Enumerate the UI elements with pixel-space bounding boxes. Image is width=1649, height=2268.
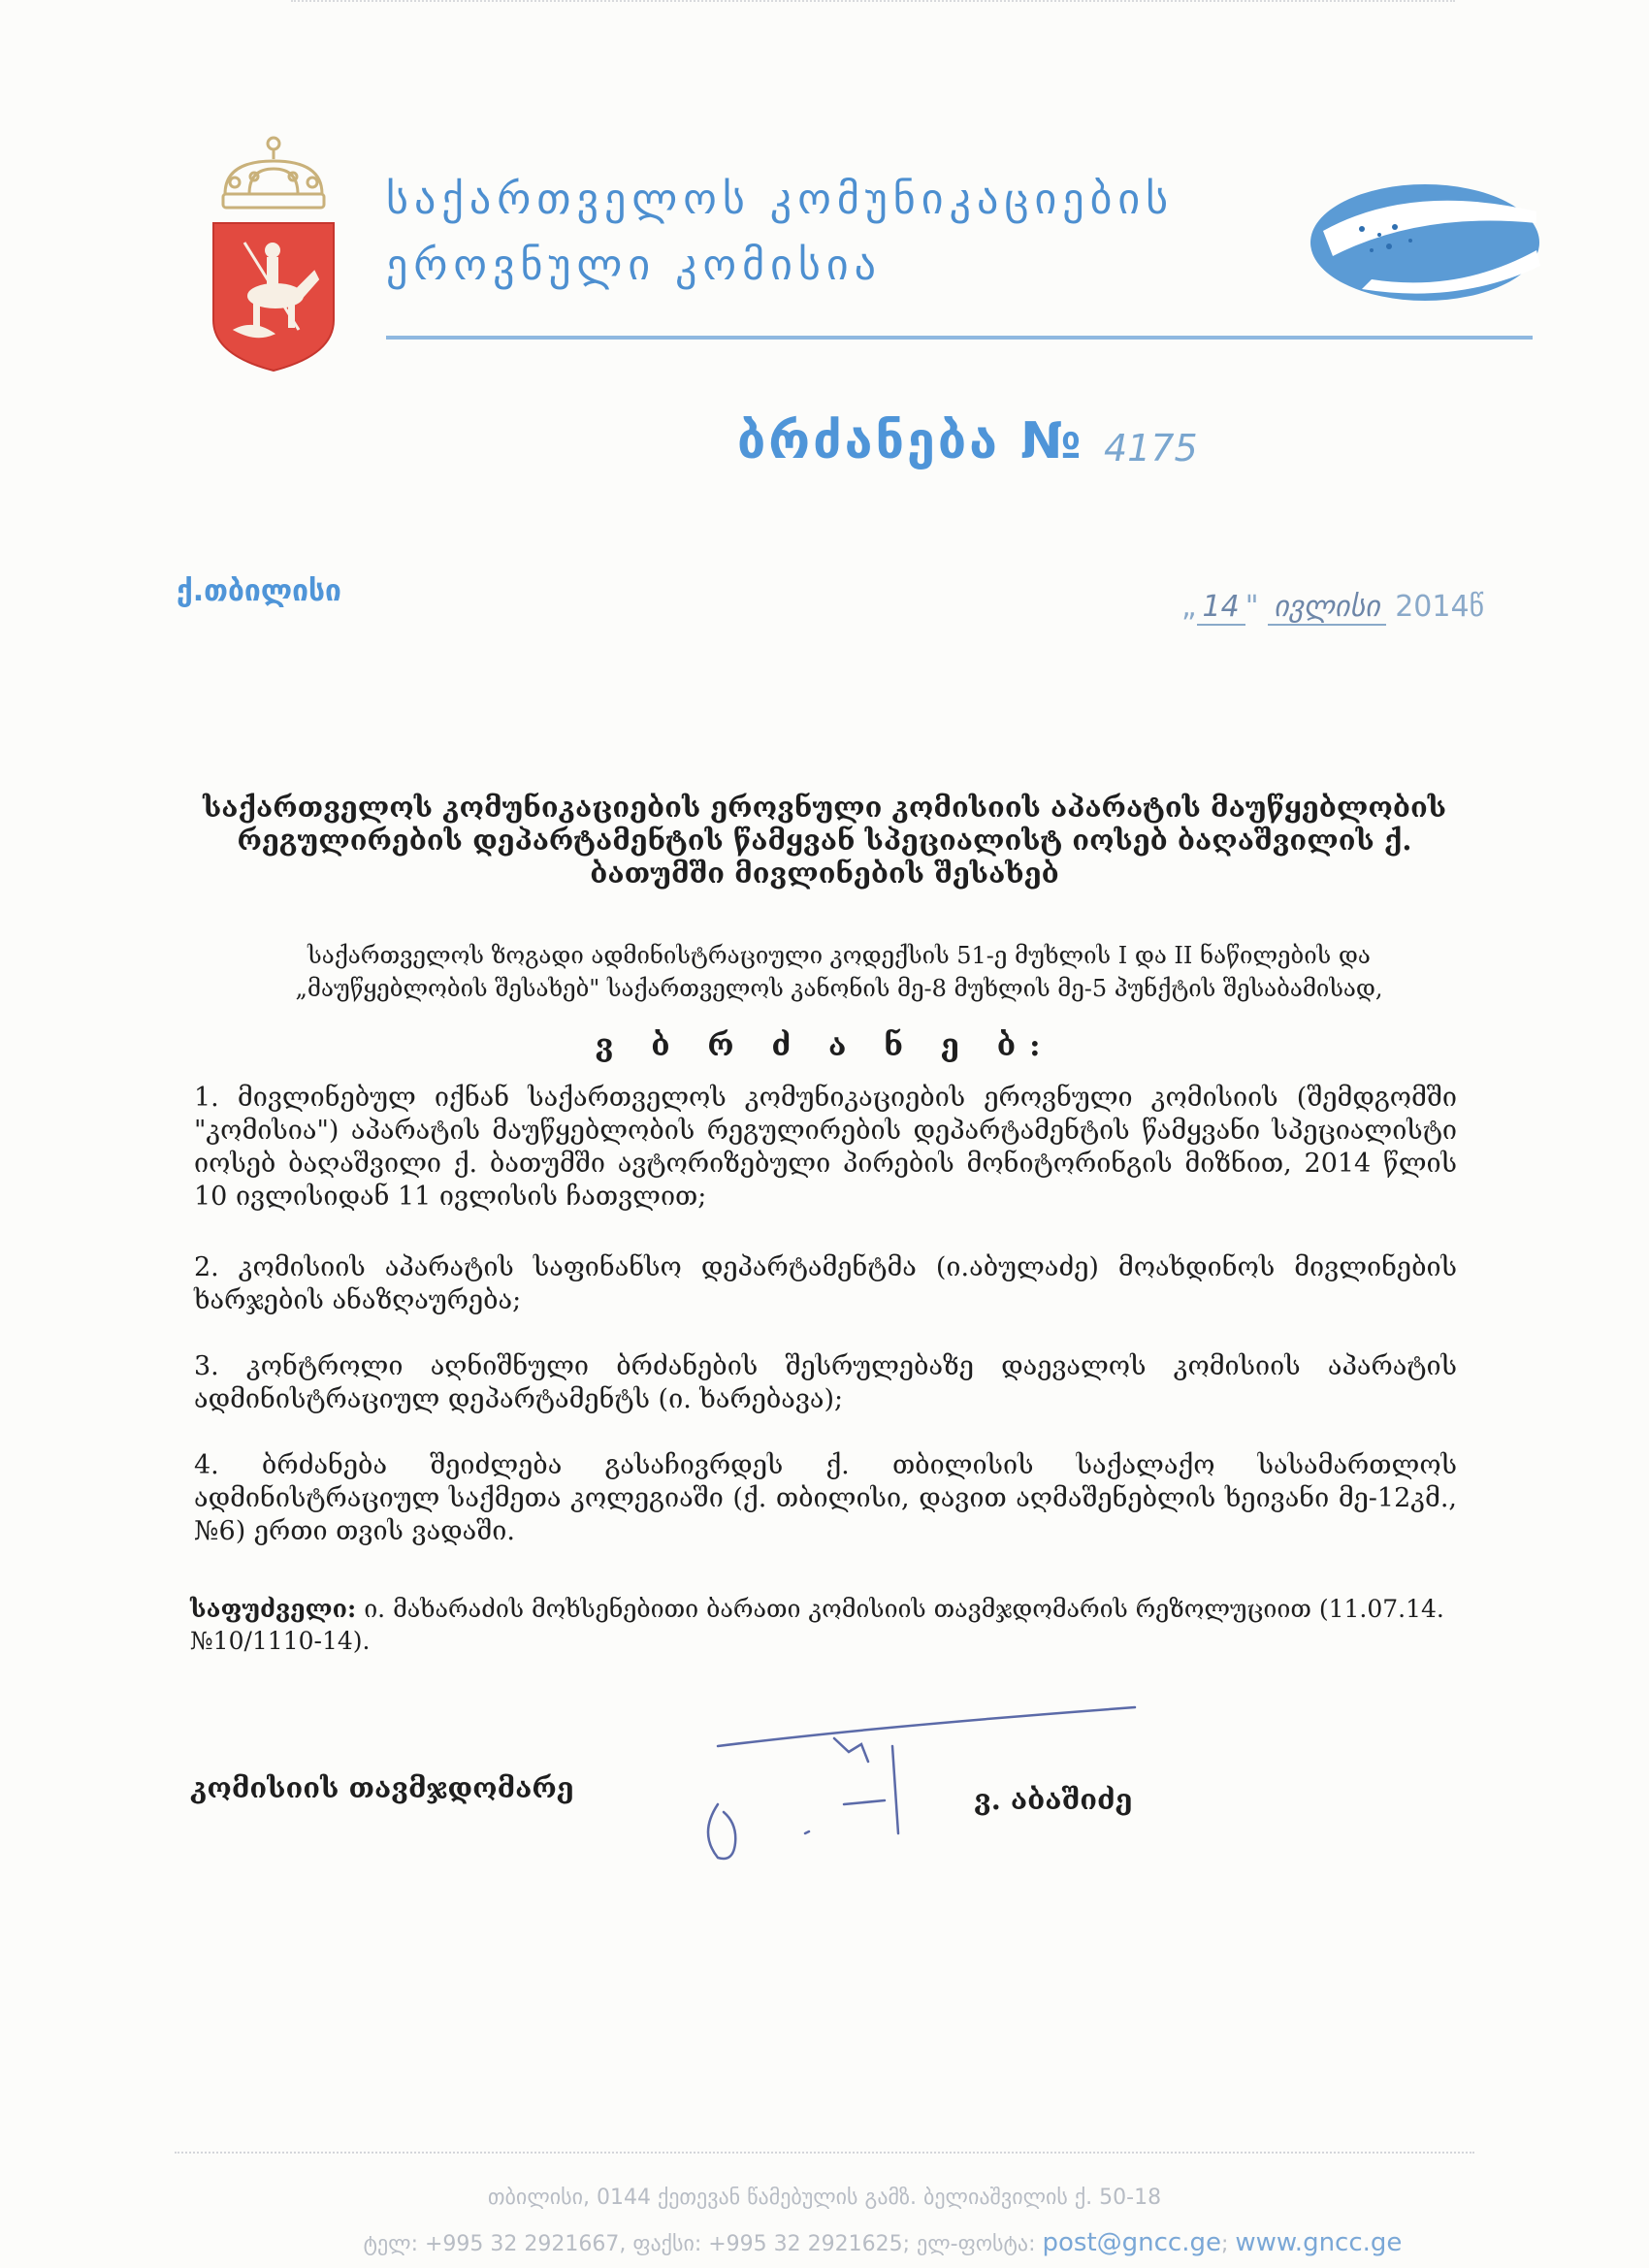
footer-rule: [175, 2152, 1474, 2154]
date-year: 2014წ: [1395, 590, 1485, 624]
handwritten-signature-icon: [679, 1688, 1145, 1872]
footer-phone-fax: ტელ: +995 32 2921667, ფაქსი: +995 32 2921625; ელ-ფოსტა:: [363, 2232, 1043, 2256]
order-item-2: 2. კომისიის აპარატის საფინანსო დეპარტამენტმა (ი.აბულაძე) მოახდინოს მივლინების ხარჯების ანაზღაურება;: [194, 1252, 1457, 1315]
commission-logo-icon: [1304, 173, 1546, 308]
legal-preamble: საქართველოს ზოგადი ადმინისტრაციული კოდექსის 51-ე მუხლის I და II ნაწილების და „მაუწყებლობის შესახებ" საქართველოს კანონის მე-8 მუხლის მე-5 პუნქტის შესაბამისად,: [295, 942, 1383, 1002]
basis-text: ი. მახარაძის მოხსენებითი ბარათი კომისიის თავმჯდომარის რეზოლუციით (11.07.14. №10/1110-14).: [190, 1595, 1444, 1655]
date-day: 14: [1197, 590, 1245, 626]
top-border: [291, 0, 1455, 2]
date-month: ივლისი: [1268, 590, 1386, 626]
order-number: 4175: [1104, 427, 1198, 470]
signatory-title: კომისიის თავმჯდომარე: [190, 1771, 574, 1804]
organization-name-line-1: საქართველოს კომუნიკაციების: [386, 175, 1175, 224]
footer-website-link[interactable]: www.gncc.ge: [1235, 2228, 1403, 2257]
footer-email-link[interactable]: post@gncc.ge: [1042, 2228, 1221, 2257]
basis-note: [190, 1593, 1457, 1657]
footer-contacts: [0, 2228, 1649, 2257]
document-subject: საქართველოს კომუნიკაციების ეროვნული კომისიის აპარატის მაუწყებლობის რეგულირების დეპარტამენტის წამყვან სპეციალისტ იოსებ ბაღაშვილის ქ. ბათუმში მივლინების შესახებ: [202, 791, 1447, 890]
document-date: „ 14 " ივლისი 2014წ: [1181, 590, 1485, 624]
order-title: ბრძანება №: [737, 412, 1084, 470]
order-item-4: 4. ბრძანება შეიძლება გასაჩივრდეს ქ. თბილისის საქალაქო სასამართლოს ადმინისტრაციულ საქმეთა კოლეგიაში (ქ. თბილისი, დავით აღმაშენებლის ხეივანი მე-12კმ., №6) ერთი თვის ვადაში.: [194, 1450, 1457, 1546]
footer-separator: ;: [1220, 2232, 1236, 2256]
footer-address: თბილისი, 0144 ქეთევან წამებულის გამზ. ბელიაშვილის ქ. 50-18: [487, 2186, 1162, 2210]
coat-of-arms-icon: [206, 126, 341, 378]
order-item-1: 1. მივლინებულ იქნან საქართველოს კომუნიკაციების ეროვნული კომისიის (შემდგომში "კომისია") აპარატის მაუწყებლობის რეგულირების დეპარტამენტის წამყვანი სპეციალისტი იოსებ ბაღაშვილი ქ. ბათუმში ავტორიზებული პირების მონიტორინგის მიზნით, 2014 წლის 10 ივლისიდან 11 ივლისის ჩათვლით;: [194, 1083, 1457, 1212]
header-rule: [386, 336, 1533, 340]
signatory-name: ვ. აბაშიძე: [974, 1783, 1133, 1816]
place-label: ქ.თბილისი: [177, 574, 341, 608]
basis-label: საფუძველი:: [190, 1595, 357, 1623]
decree-heading: ვ ბ რ ძ ა ნ ე ბ:: [595, 1028, 1054, 1063]
organization-name-line-2: ეროვნული კომისია: [386, 241, 882, 290]
order-item-3: 3. კონტროლი აღნიშნული ბრძანების შესრულებაზე დაევალოს კომისიის აპარატის ადმინისტრაციულ დეპარტამენტს (ი. ხარებავა);: [194, 1351, 1457, 1414]
